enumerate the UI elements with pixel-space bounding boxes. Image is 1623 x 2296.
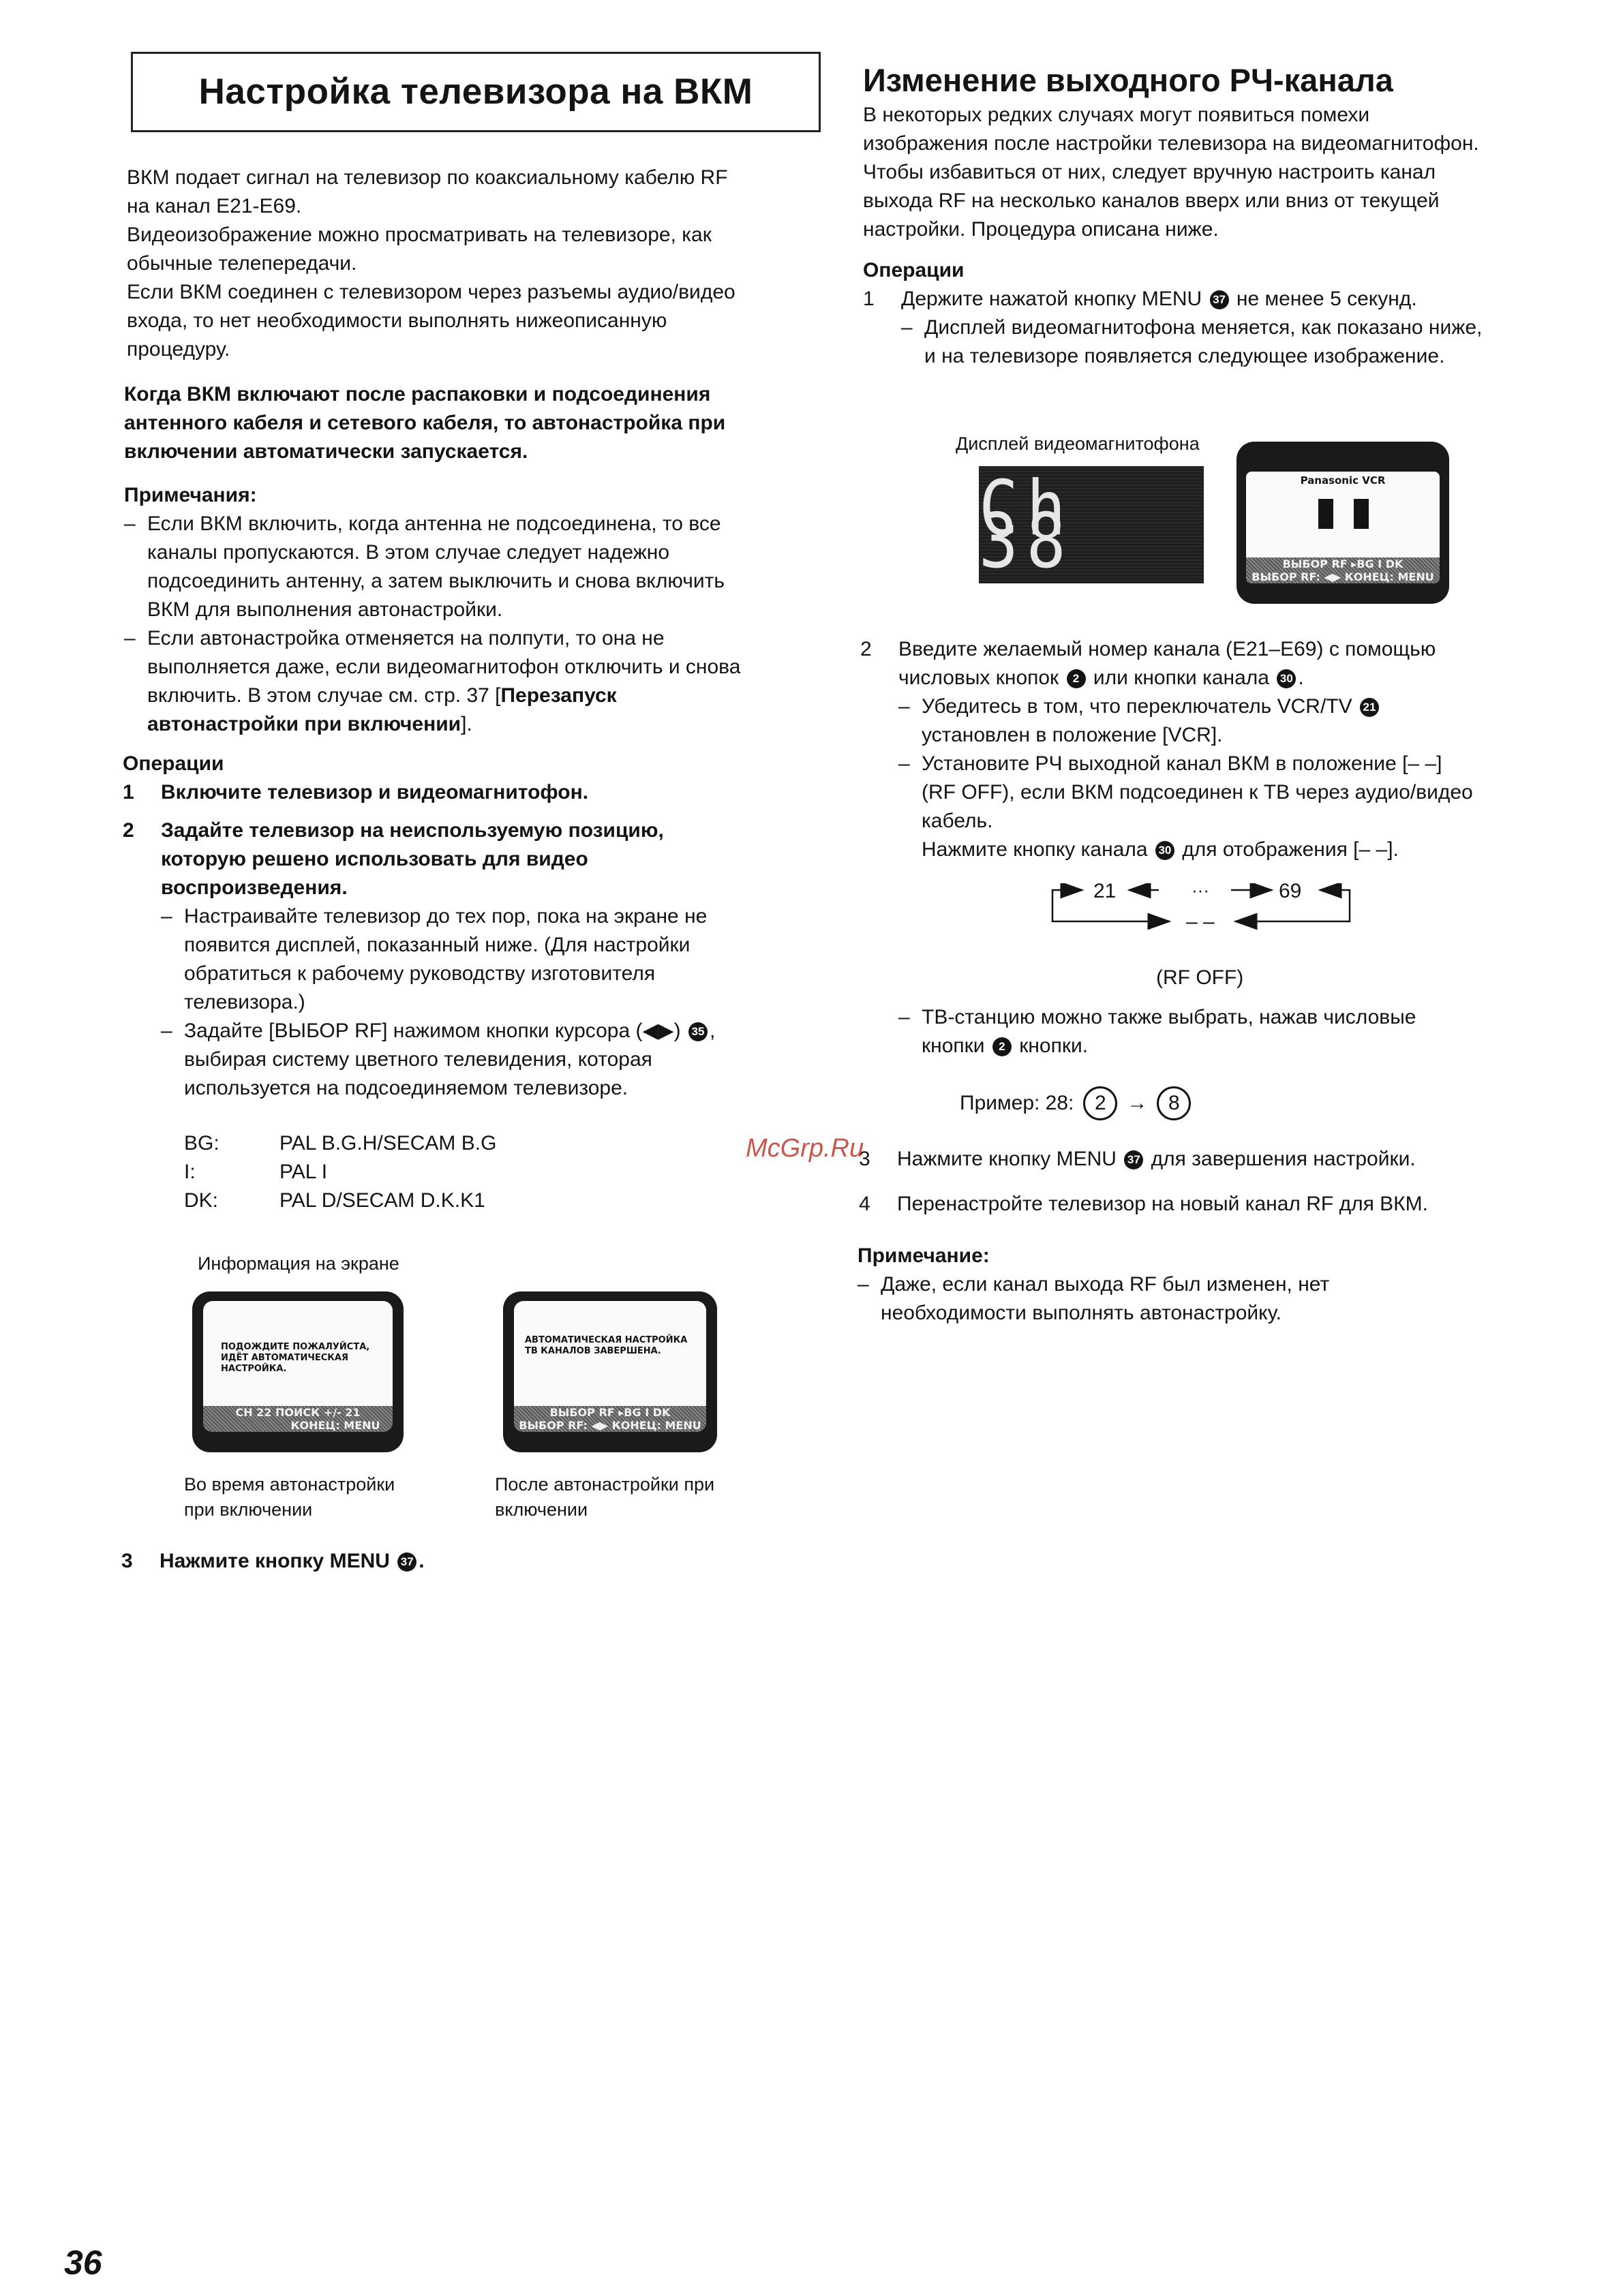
caption-line: После автонастройки при	[495, 1474, 715, 1495]
note-text: ].	[461, 713, 472, 735]
step-text-line	[897, 1145, 1606, 1174]
tv-display	[203, 1301, 393, 1432]
tv-status-bar	[203, 1406, 393, 1432]
intro-line: настройки. Процедура описана ниже.	[863, 218, 1219, 241]
right-steps-3-4	[859, 1145, 1606, 1219]
step-text: для завершения настройки.	[1151, 1148, 1416, 1170]
system-key: BG:	[184, 1132, 219, 1154]
intro-line: выхода RF на несколько каналов вверх или вниз от текущей	[863, 189, 1440, 212]
button-35-icon: 35	[688, 1022, 708, 1041]
intro-line: Если ВКМ соединен с телевизором через разъемы аудио/видео	[127, 281, 735, 303]
button-30-icon: 30	[1277, 669, 1296, 688]
step-text: не менее 5 секунд.	[1236, 288, 1417, 310]
auto-setup-note	[124, 380, 847, 466]
note-heading: Примечание:	[858, 1244, 990, 1267]
button-2-icon: 2	[992, 1037, 1012, 1056]
note-line: – Если автонастройка отменяется на полпути, то она не	[147, 627, 665, 649]
substep	[898, 692, 1606, 750]
flow-channel-69: 69	[1279, 883, 1302, 902]
step-number: 1	[863, 288, 875, 310]
tv-display	[1246, 472, 1440, 583]
right-step-1	[863, 285, 1606, 371]
vcr-lcd-display	[979, 466, 1204, 583]
right-step-2	[860, 635, 1606, 864]
intro-line: изображения после настройки телевизора на видеомагнитофон.	[863, 132, 1479, 155]
substep-text: кнопки	[922, 1035, 985, 1057]
tv-message	[221, 1342, 369, 1375]
tv-status-line: ВЫБОР RF ▸BG I DK	[549, 1406, 671, 1419]
tv-message	[525, 1335, 687, 1357]
intro-line: Чтобы избавиться от них, следует вручную настроить канал	[863, 161, 1436, 183]
substep	[161, 902, 852, 1017]
step-number: 3	[121, 1550, 133, 1572]
tv-message-line: ПОДОЖДИТЕ ПОЖАЛУЙСТА,	[221, 1342, 370, 1352]
caption-line: включении	[495, 1499, 588, 1520]
substep-text: для отображения [– –].	[1182, 838, 1399, 861]
button-21-icon: 21	[1360, 698, 1379, 717]
example-row	[960, 1086, 1191, 1120]
substep-line: обратиться к рабочему руководству изготовителя	[184, 962, 656, 985]
substep-tv-station	[898, 1003, 1607, 1060]
note-line: каналы пропускаются. В этом случае следует надежно	[147, 541, 670, 564]
substep-line	[184, 1017, 852, 1045]
tv-status-line: ВЫБОР RF: ◀▶ КОНЕЦ: MENU	[1252, 570, 1434, 583]
substep-line: – Дисплей видеомагнитофона меняется, как показано ниже,	[924, 316, 1483, 339]
tv-channel-bar-icon	[1318, 499, 1333, 529]
system-row	[184, 1158, 661, 1187]
caption-line: при включении	[184, 1499, 313, 1520]
step-text: Нажмите кнопку MENU	[897, 1148, 1117, 1170]
intro-line: Видеоизображение можно просматривать на телевизоре, как	[127, 224, 712, 246]
digit-button-icon: 2	[1083, 1086, 1117, 1120]
substep-line: кабель.	[922, 810, 993, 832]
tv-screen-autotuning	[192, 1291, 404, 1452]
right-intro	[863, 101, 1606, 244]
substep-line	[922, 836, 1606, 864]
tv-message-line: ТВ КАНАЛОВ ЗАВЕРШЕНА.	[525, 1346, 661, 1356]
vcr-display-label: Дисплей видеомагнитофона	[956, 433, 1200, 454]
note-item	[858, 1270, 1607, 1328]
page-title: Настройка телевизора на ВКМ	[198, 72, 753, 112]
note-line: подсоединить антенну, а затем выключить и снова включить	[147, 570, 725, 592]
system-row	[184, 1187, 661, 1215]
tv-status-line: ВЫБОР RF: ◀▶ КОНЕЦ: MENU	[519, 1419, 701, 1432]
flow-channel-21: 21	[1093, 883, 1117, 902]
button-30-icon: 30	[1155, 841, 1174, 860]
note-line: необходимости выполнять автонастройку.	[881, 1302, 1281, 1324]
right-operations	[863, 256, 1606, 371]
bold-note-line: антенного кабеля и сетевого кабеля, то автонастройка при	[124, 412, 726, 434]
step-text: воспроизведения.	[161, 876, 348, 899]
flow-rf-off-dashes: – –	[1186, 910, 1215, 933]
substep-text: ,	[709, 1020, 716, 1042]
intro-text	[127, 164, 836, 364]
step-text: Перенастройте телевизор на новый канал RF для ВКМ.	[897, 1193, 1428, 1215]
tv-display	[514, 1301, 706, 1432]
step-text: которую решено использовать для видео	[161, 848, 588, 870]
note-line: – Если ВКМ включить, когда антенна не подсоединена, то все	[147, 512, 721, 535]
system-key: I:	[184, 1161, 196, 1183]
step-2	[123, 816, 852, 902]
operations-heading: Операции	[123, 752, 224, 775]
arrow-icon	[1320, 890, 1350, 897]
substep-line: – Установите РЧ выходной канал ВКМ в положение [– –]	[922, 752, 1442, 775]
tv-status-line: ВЫБОР RF ▸BG I DK	[1282, 557, 1404, 570]
note-item	[124, 624, 853, 739]
bold-note-line: Когда ВКМ включают после распаковки и подсоединения	[124, 383, 711, 405]
arrow-icon	[1052, 904, 1170, 921]
substep-text: Убедитесь в том, что переключатель VCR/TV	[922, 695, 1352, 718]
caption-during-autotuning	[184, 1472, 395, 1522]
note-line: ВКМ для выполнения автонастройки.	[147, 598, 503, 621]
button-2-icon: 2	[1067, 669, 1086, 688]
step-number: 1	[123, 781, 134, 803]
substep-line	[922, 692, 1606, 721]
button-37-icon: 37	[397, 1552, 416, 1572]
screen-info-label: Информация на экране	[198, 1253, 399, 1274]
lcd-channel-readout: Ch 38	[979, 464, 1074, 585]
note-text: включить. В этом случае см. стр. 37 [	[147, 684, 501, 707]
substep-text: Нажмите кнопку канала	[922, 838, 1148, 861]
tv-status-line: CH 22 ПОИСК +/- 21	[235, 1406, 361, 1419]
right-step-4	[859, 1190, 1606, 1219]
step-text-line	[160, 1547, 773, 1576]
substep	[161, 1017, 852, 1103]
section-title-box	[131, 52, 821, 132]
intro-line: входа, то нет необходимости выполнять нижеописанную	[127, 309, 667, 332]
tv-message-line: АВТОМАТИЧЕСКАЯ НАСТРОЙКА	[525, 1335, 688, 1345]
step-text: Нажмите кнопку MENU	[160, 1550, 390, 1572]
operations-heading: Операции	[863, 259, 965, 281]
step-number: 3	[859, 1148, 870, 1170]
substep-line: установлен в положение [VCR].	[922, 724, 1223, 746]
substep-line: и на телевизоре появляется следующее изображение.	[924, 345, 1445, 367]
substep-line: телевизора.)	[184, 991, 305, 1013]
note-item	[124, 510, 853, 624]
system-key: DK:	[184, 1189, 219, 1212]
step-text: .	[1298, 667, 1304, 689]
channel-cycle-diagram	[1043, 883, 1363, 949]
step-2-substeps	[123, 902, 852, 1103]
substep-line	[922, 1032, 1607, 1060]
substep-line: – ТВ-станцию можно также выбрать, нажав числовые	[922, 1006, 1416, 1028]
step-number: 2	[860, 638, 872, 660]
step-text: Задайте телевизор на неиспользуемую позицию,	[161, 819, 664, 842]
step-3	[121, 1547, 773, 1576]
substep-text: кнопки.	[1019, 1035, 1089, 1057]
step-text: Введите желаемый номер канала (E21–E69) с помощью	[898, 638, 1436, 660]
button-37-icon: 37	[1124, 1150, 1143, 1169]
step-number: 4	[859, 1193, 870, 1215]
intro-line: В некоторых редких случаях могут появиться помехи	[863, 104, 1370, 126]
tv-status-bar	[514, 1406, 706, 1432]
substep-line: – Настраивайте телевизор до тех пор, пока на экране не	[184, 905, 708, 928]
intro-line: обычные телепередачи.	[127, 252, 357, 275]
substep-line: выбирая систему цветного телевидения, которая	[184, 1048, 652, 1071]
caption-line: Во время автонастройки	[184, 1474, 395, 1495]
step-text: Держите нажатой кнопку MENU	[901, 288, 1202, 310]
substep-line: (RF OFF), если ВКМ подсоединен к ТВ через аудио/видео	[922, 781, 1473, 803]
note-line: – Даже, если канал выхода RF был изменен, нет	[881, 1273, 1330, 1296]
note-line	[147, 710, 853, 739]
substep-line: используется на подсоединяемом телевизоре.	[184, 1077, 628, 1099]
intro-line: на канал E21-E69.	[127, 195, 302, 217]
tv-status-bar	[1246, 557, 1440, 583]
page-number: 36	[64, 2244, 102, 2282]
notes-heading: Примечания:	[124, 484, 257, 506]
tv-channel-bar-icon	[1354, 499, 1369, 529]
step-text-line	[901, 285, 1606, 313]
substep-text: Задайте [ВЫБОР RF] нажимом кнопки курсора (◀▶)	[184, 1020, 681, 1042]
tv-status-line: КОНЕЦ: MENU	[290, 1419, 380, 1432]
section-heading: Изменение выходного РЧ-канала	[863, 62, 1393, 98]
right-step-3	[859, 1145, 1606, 1174]
rf-off-label: (RF OFF)	[1156, 966, 1244, 989]
caption-after-autotuning	[495, 1472, 714, 1522]
bold-note-line: включении автоматически запускается.	[124, 440, 528, 463]
reference-title: автонастройки при включении	[147, 713, 461, 735]
digit-button-icon: 8	[1157, 1086, 1191, 1120]
color-systems-list	[184, 1129, 661, 1215]
button-37-icon: 37	[1210, 290, 1229, 309]
tv-brand-label: Panasonic VCR	[1300, 474, 1386, 487]
tv-message-line: ИДЁТ АВТОМАТИЧЕСКАЯ	[221, 1353, 348, 1363]
step-text: числовых кнопок	[898, 667, 1059, 689]
intro-line: процедуру.	[127, 338, 230, 361]
arrow-icon	[1052, 890, 1082, 904]
intro-line: ВКМ подает сигнал на телевизор по коаксиальному кабелю RF	[127, 166, 728, 189]
system-value: PAL I	[279, 1161, 328, 1183]
reference-title: Перезапуск	[500, 684, 617, 707]
right-step-2-block	[860, 635, 1606, 864]
flow-ellipsis: ···	[1192, 883, 1209, 900]
note-line: выполняется даже, если видеомагнитофон отключить и снова	[147, 656, 741, 678]
tv-screen-rf-select	[1237, 442, 1449, 604]
substep	[898, 750, 1606, 864]
watermark: McGrp.Ru	[746, 1134, 864, 1163]
note-line	[147, 682, 853, 710]
right-note	[858, 1242, 1607, 1328]
step-1	[123, 778, 852, 807]
substep-line: появится дисплей, показанный ниже. (Для настройки	[184, 934, 691, 956]
arrow-right-icon: →	[1127, 1092, 1148, 1114]
example-label: Пример: 28:	[960, 1092, 1074, 1114]
tv-screen-autotuning-complete	[503, 1291, 717, 1452]
system-value: PAL B.G.H/SECAM B.G	[279, 1132, 497, 1154]
substep	[898, 1003, 1607, 1060]
notes-block	[124, 481, 853, 739]
tv-message-line: НАСТРОЙКА.	[221, 1364, 287, 1374]
system-value: PAL D/SECAM D.K.K1	[279, 1189, 485, 1212]
step-text-line	[898, 664, 1606, 692]
operations-block	[123, 750, 852, 1103]
step-text: или кнопки канала	[1093, 667, 1269, 689]
system-row	[184, 1129, 661, 1158]
step-number: 2	[123, 819, 134, 842]
step-text: .	[419, 1550, 425, 1572]
step-text: Включите телевизор и видеомагнитофон.	[161, 781, 589, 803]
substep	[901, 313, 1606, 371]
